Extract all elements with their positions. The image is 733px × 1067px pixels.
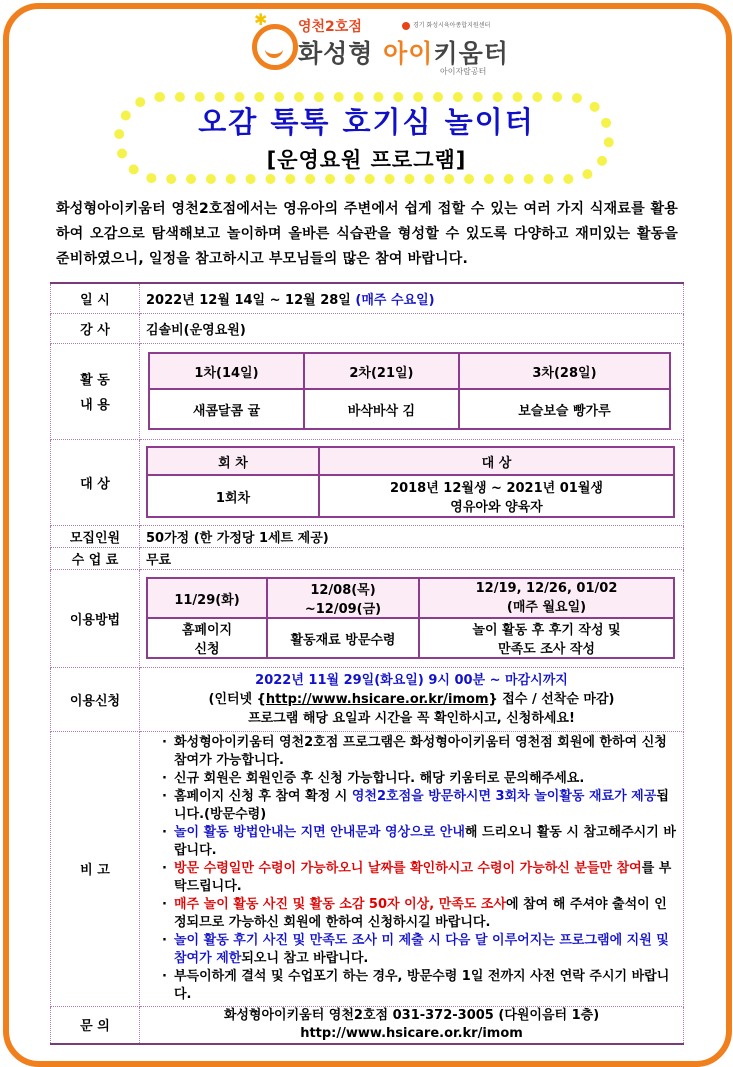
target-header-round: 회 차	[147, 447, 319, 475]
page-title: 오감 톡톡 호기심 놀이터	[198, 105, 535, 139]
note-item: · 화성형아이키움터 영천2호점 프로그램은 화성형아이키움터 영천점 회원에 한하여 신청 참여가 가능합니다.	[174, 734, 677, 770]
activity-item: 보슬보슬 빵가루	[459, 389, 670, 429]
activity-header: 3차(28일)	[459, 353, 670, 389]
logo-name: 화성형 아이키움터	[298, 39, 509, 68]
target-round: 1회차	[147, 475, 319, 517]
note-item: · 놀이 활동 방법안내는 지면 안내문과 영상으로 안내해 드리오니 활동 시 참고해주시기 바랍니다.	[174, 824, 677, 860]
teacher-value: 김솔비(운영요원)	[140, 313, 684, 343]
label-apply: 이용신청	[51, 667, 140, 731]
logo-sub: 아이자람공터	[440, 67, 487, 76]
note-item: · 홈페이지 신청 후 참여 확정 시 영천2호점을 방문하시면 3회차 놀이활동 재료가 제공됩니다.(방문수령)	[174, 788, 677, 824]
contact-link[interactable]: http://www.hsicare.or.kr/imom	[300, 1025, 523, 1041]
apply-value: 2022년 11월 29일(화요일) 9시 00분 ~ 마감시까지 (인터넷 {http://www.hsicare.or.kr/imom} 접수 / 선착순 마감) 프로그램 해당 요일과 시간을 꼭 확인하시고, 신청하세요!	[140, 667, 684, 731]
activity-item: 바삭바삭 김	[304, 389, 459, 429]
label-fee: 수 업 료	[51, 547, 140, 569]
recruit-value: 50가정 (한 가정당 1세트 제공)	[140, 525, 684, 547]
target-table	[146, 446, 675, 518]
smile-face-icon	[252, 24, 298, 70]
usage-date-2: 12/08(목) ~12/09(금)	[267, 578, 419, 618]
note-item: · 매주 놀이 활동 사진 및 활동 소감 50자 이상, 만족도 조사에 참여 해 주셔야 출석이 인정되므로 가능하신 회원에 한하여 신청하시길 바랍니다.	[174, 896, 677, 932]
notes-list	[158, 734, 677, 1004]
note-item: · 신규 회원은 회원인증 후 신청 가능합니다. 해당 키움터로 문의해주세요.	[174, 770, 677, 788]
note-item: · 놀이 활동 후기 사진 및 만족도 조사 미 제출 시 다음 달 이루어지는 프로그램에 지원 및 참여가 제한되오니 참고 바랍니다.	[174, 932, 677, 968]
usage-step-1: 홈페이지 신청	[147, 618, 267, 658]
activity-table	[148, 352, 671, 430]
activity-header: 1차(14일)	[149, 353, 304, 389]
contact-value: 화성형아이키움터 영천2호점 031-372-3005 (다원이음터 1층) http://www.hsicare.or.kr/imom	[140, 1006, 684, 1044]
fee-value: 무료	[140, 547, 684, 569]
label-target: 대 상	[51, 439, 140, 525]
label-recruit: 모집인원	[51, 525, 140, 547]
activity-item: 새콤달콤 귤	[149, 389, 304, 429]
usage-step-3: 놀이 활동 후 후기 작성 및 만족도 조사 작성	[419, 618, 674, 658]
note-item: · 방문 수령일만 수령이 가능하오니 날짜를 확인하시고 수령이 가능하신 분들만 참여를 부탁드립니다.	[174, 860, 677, 896]
logo	[252, 10, 692, 76]
usage-step-2: 활동재료 방문수령	[267, 618, 419, 658]
info-table	[50, 282, 684, 1045]
intro-text: 화성형아이키움터 영천2호점에서는 영유아의 주변에서 쉽게 접할 수 있는 여러 가지 식재료를 활용하여 오감으로 탐색해보고 놀이하며 올바른 식습관을 형성할 수 있도록 다양하고 재미있는 활동을 준비하였으니, 일정을 참고하시고 부모님들의 많은 참여 바랍니다.	[56, 201, 678, 267]
logo-branch: 영천2호점	[298, 19, 362, 35]
target-header-target: 대 상	[319, 447, 674, 475]
apply-link[interactable]: http://www.hsicare.or.kr/imom	[265, 691, 489, 707]
usage-date-3: 12/19, 12/26, 01/02 (매주 월요일)	[419, 578, 674, 618]
date-value: 2022년 12월 14일 ~ 12월 28일 (매주 수요일)	[140, 283, 684, 313]
gov-logo: 경기 화성시육아종합지원센터	[402, 20, 490, 30]
label-teacher: 강 사	[51, 313, 140, 343]
label-activity: 활 동 내 용	[51, 343, 140, 439]
target-range: 2018년 12월생 ~ 2021년 01월생 영유아와 양육자	[319, 475, 674, 517]
usage-table	[146, 577, 675, 659]
page-subtitle: [운영요원 프로그램]	[266, 148, 467, 172]
label-notes: 비 고	[51, 731, 140, 1006]
label-contact: 문 의	[51, 1006, 140, 1044]
activity-header: 2차(21일)	[304, 353, 459, 389]
label-date: 일 시	[51, 283, 140, 313]
star-icon: ✱	[254, 10, 268, 29]
note-item: · 부득이하게 결석 및 수업포기 하는 경우, 방문수령 1일 전까지 사전 연락 주시기 바랍니다.	[174, 968, 677, 1004]
label-usage: 이용방법	[51, 569, 140, 667]
usage-date-1: 11/29(화)	[147, 578, 267, 618]
